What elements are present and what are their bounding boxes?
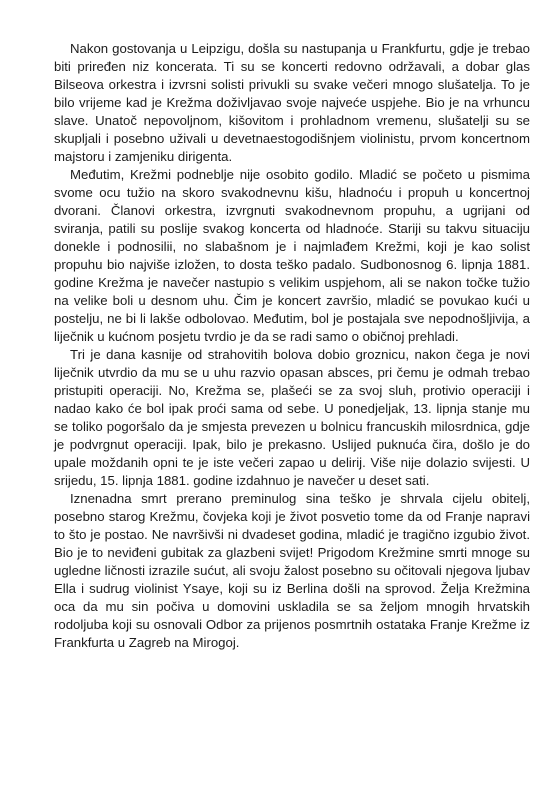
document-page [54,40,530,652]
paragraph-zalost-prijenos: Iznenadna smrt prerano preminulog sina teško je shrvala cijelu obitelj, posebno starog Krežmu, čovjeka koji je život posvetio tome da od Franje napravi to što je postao. Ne navršivši ni dvadeset godina, mladić je tragično izgubio život. Bio je to neviđeni gubitak za glazbeni svijet! Prigodom Krežmine smrti mnoge su ugledne ličnosti izrazile sućut, ali svoju žalost posebno su očitovali njegova ljubav Ella i sudrug violinist Ysaye, koji su iz Berlina došli na sprovod. Želja Krežmina oca da mu sin počiva u domovini uskladila se sa željom mnogih hrvatskih rodoljuba koji su osnovali Odbor za prijenos posmrtnih ostataka Franje Krežme iz Frankfurta u Zagreb na Mirogoj. [54,491,530,650]
paragraph-gostovanje-frankfurt: Nakon gostovanja u Leipzigu, došla su nastupanja u Frankfurtu, gdje je trebao biti priređen niz koncerata. Ti su se koncerti redovno održavali, a dobar glas Bilseova orkestra i izvrsni solisti privukli su svake večeri mnogo slušatelja. To je bilo vrijeme kad je Krežma doživljavao svoje najveće uspjehe. Bio je na vrhuncu slave. Unatoč nepovoljnom, kišovitom i prohladnom vremenu, slušatelji su se skupljali i posebno uživali u devetnaestogodišnjem violinistu, prvom koncertnom majstoru i zamjeniku dirigenta. [54,41,530,164]
paragraph-operacija-smrt: Tri je dana kasnije od strahovitih bolova dobio groznicu, nakon čega je novi liječnik utvrdio da mu se u uhu razvio opasan absces, pri čemu je odmah trebao pristupiti operaciji. No, Krežma se, plašeći se za svoj sluh, protivio operaciji i nadao kako će bol ipak proći sama od sebe. U ponedjeljak, 13. lipnja stanje mu se toliko pogoršalo da je smjesta prevezen u bolnicu francuskih milosrdnica, gdje je podvrgnut operaciji. Ipak, bilo je prekasno. Uslijed puknuća čira, došlo je do upale moždanih opni te je iste večeri zapao u delirij. Više nije dolazio svijesti. U srijedu, 15. lipnja 1881. godine izdahnuo je navečer u deset sati. [54,347,530,488]
paragraph-podneblje-bolest: Međutim, Krežmi podneblje nije osobito godilo. Mladić se početo u pismima svome ocu tužio na skoro svakodnevnu kišu, hladnoću i propuh u koncertnoj dvorani. Članovi orkestra, izvrgnuti svakodnevnom propuhu, a ugrijani od sviranja, patili su poslije svakog koncerta od hladnoće. Stariji su takvu situaciju donekle i podnosilii, no slabašnom je i najmlađem Krežmi, koji je kao solist propuhu bio najviše izložen, to dosta teško padalo. Sudbonosnog 6. lipnja 1881. godine Krežma je navečer nastupio s velikim uspjehom, ali se nakon točke tužio na velike boli u desnom uhu. Čim je koncert završio, mladić se povukao kući u postelju, ne bi li lakše odbolovao. Međutim, bol je postajala sve nepodnošljivija, a liječnik u kućnom posjetu tvrdio je da se radi samo o običnoj prehladi. [54,167,530,344]
